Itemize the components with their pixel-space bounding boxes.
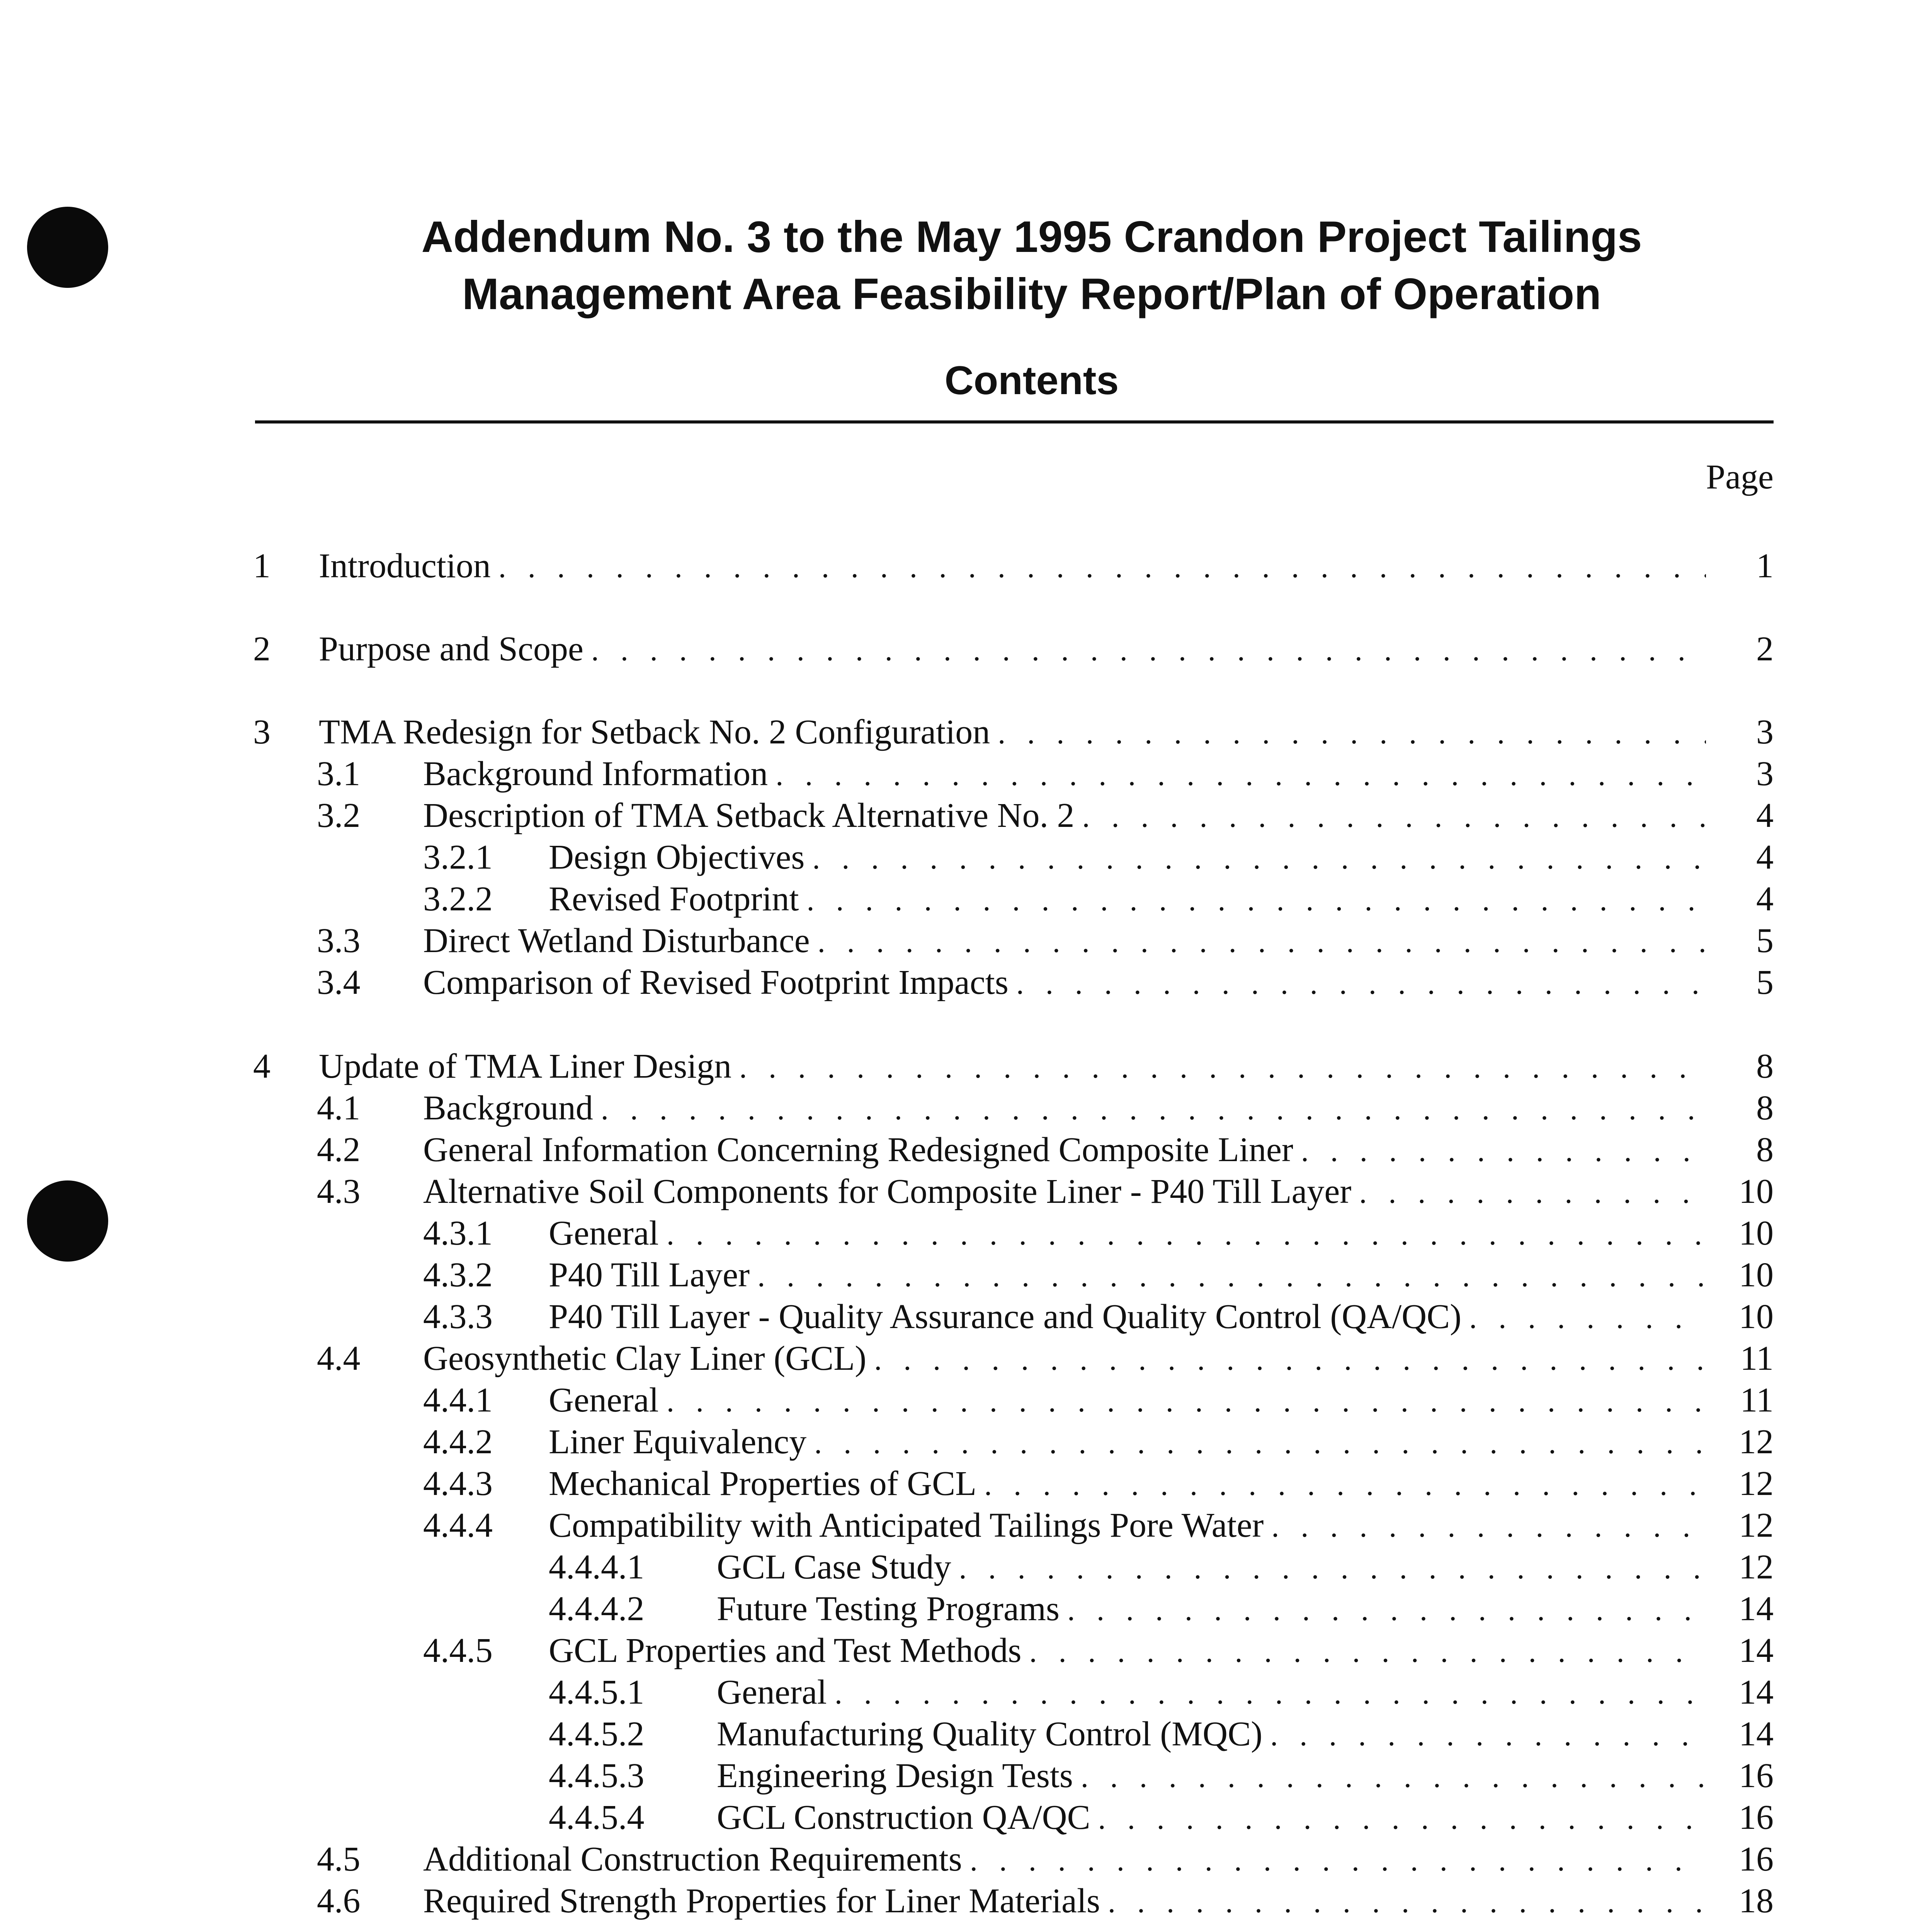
toc-entry — [0, 1129, 1932, 1171]
toc-page-number: 8 — [1756, 1131, 1774, 1169]
toc-section-title: Liner Equivalency — [549, 1423, 807, 1461]
toc-entry — [0, 836, 1932, 879]
toc-section-title: Additional Construction Requirements — [423, 1840, 962, 1878]
toc-section-title: General Information Concerning Redesigned Composite Liner — [423, 1131, 1293, 1169]
toc-page-number: 12 — [1739, 1548, 1774, 1586]
toc-title-leader — [319, 545, 1706, 588]
toc-section-title: Comparison of Revised Footprint Impacts — [423, 963, 1009, 1002]
toc-page-number: 3 — [1756, 755, 1774, 793]
toc-title-leader — [423, 794, 1706, 838]
toc-title-leader — [717, 1755, 1706, 1798]
toc-section-number: 4.3.1 — [423, 1214, 493, 1252]
toc-section-number: 4.3.2 — [423, 1256, 493, 1294]
dot-leader — [667, 1213, 1706, 1256]
toc-title-leader — [423, 753, 1706, 796]
toc-entry — [0, 1421, 1932, 1463]
toc-section-number: 4.4.3 — [423, 1464, 493, 1503]
toc-page-number: 5 — [1756, 963, 1774, 1002]
toc-section-number: 4.4.1 — [423, 1381, 493, 1419]
dot-leader — [814, 1422, 1706, 1464]
toc-entry — [0, 1880, 1932, 1922]
toc-entry — [0, 1546, 1932, 1588]
toc-section-title: Future Testing Programs — [717, 1590, 1060, 1628]
toc-entry — [0, 1713, 1932, 1755]
toc-section-title: Direct Wetland Disturbance — [423, 922, 810, 960]
dot-leader — [757, 1255, 1706, 1298]
toc-section-title: Revised Footprint — [549, 880, 799, 918]
toc-entry — [0, 1755, 1932, 1797]
toc-section-title: GCL Construction QA/QC — [717, 1798, 1090, 1837]
dot-leader — [970, 1839, 1706, 1882]
toc-section-number: 4 — [253, 1047, 270, 1085]
toc-page-number: 14 — [1739, 1631, 1774, 1670]
toc-title-leader — [549, 1212, 1706, 1256]
toc-title-leader — [549, 1421, 1706, 1464]
toc-entry — [0, 1212, 1932, 1255]
toc-title-leader — [717, 1546, 1706, 1590]
dot-leader — [1271, 1505, 1706, 1548]
toc-section-title: Geosynthetic Clay Liner (GCL) — [423, 1339, 867, 1378]
toc-page-number: 18 — [1739, 1882, 1774, 1920]
toc-section-number: 4.4.4.2 — [549, 1590, 645, 1628]
toc-section-number: 4.1 — [317, 1089, 361, 1127]
toc-section-title: Background — [423, 1089, 593, 1127]
toc-title-leader — [717, 1671, 1706, 1715]
toc-entry — [0, 1254, 1932, 1296]
toc-section-number: 4.3 — [317, 1172, 361, 1211]
toc-title-leader — [549, 1463, 1706, 1506]
title-line-1: Addendum No. 3 to the May 1995 Crandon Project Tailings — [421, 213, 1642, 262]
toc-page-number: 11 — [1740, 1339, 1774, 1378]
toc-entry — [0, 1170, 1932, 1213]
toc-entry — [0, 1504, 1932, 1547]
toc-title-leader — [319, 1045, 1706, 1089]
dot-leader — [1067, 1589, 1706, 1631]
toc-title-leader — [717, 1796, 1706, 1840]
toc-entry — [0, 1087, 1932, 1129]
toc-page-number: 4 — [1756, 838, 1774, 876]
toc-section-number: 4.5 — [317, 1840, 361, 1878]
toc-page-number: 12 — [1739, 1506, 1774, 1544]
toc-section-number: 3.2 — [317, 796, 361, 835]
toc-section-number: 4.4.5.3 — [549, 1757, 645, 1795]
toc-page-number: 16 — [1739, 1840, 1774, 1878]
toc-section-number: 4.4 — [317, 1339, 361, 1378]
toc-entry — [0, 1588, 1932, 1630]
toc-title-leader — [319, 711, 1706, 755]
toc-page-number: 10 — [1739, 1298, 1774, 1336]
toc-entry — [0, 711, 1932, 753]
dot-leader — [1081, 1756, 1706, 1798]
toc-title-leader — [549, 878, 1706, 922]
toc-section-number: 4.4.5 — [423, 1631, 493, 1670]
toc-page-number: 12 — [1739, 1423, 1774, 1461]
toc-page-number: 16 — [1739, 1798, 1774, 1837]
toc-section-number: 3.2.2 — [423, 880, 493, 918]
dot-leader — [591, 629, 1706, 672]
toc-page-number: 1 — [1756, 547, 1774, 585]
toc-section-number: 4.4.5.4 — [549, 1798, 645, 1837]
dot-leader — [498, 546, 1706, 588]
toc-section-title: General — [549, 1214, 659, 1252]
toc-section-title: General — [549, 1381, 659, 1419]
toc-title-leader — [423, 1170, 1706, 1214]
dot-leader — [998, 712, 1706, 755]
toc-section-number: 4.4.5.1 — [549, 1673, 645, 1711]
dot-leader — [959, 1547, 1706, 1590]
toc-entry — [0, 628, 1932, 670]
toc-section-number: 2 — [253, 630, 270, 668]
toc-entry — [0, 961, 1932, 1004]
dot-leader — [1098, 1798, 1706, 1840]
dot-leader — [1108, 1881, 1706, 1923]
toc-page-number: 14 — [1739, 1715, 1774, 1753]
toc-section-number: 4.4.5.2 — [549, 1715, 645, 1753]
toc-page-number: 14 — [1739, 1673, 1774, 1711]
toc-entry — [0, 1838, 1932, 1881]
toc-section-number: 4.2 — [317, 1131, 361, 1169]
toc-section-number: 4.6 — [317, 1882, 361, 1920]
toc-title-leader — [717, 1713, 1706, 1757]
dot-leader — [1016, 963, 1706, 1005]
toc-title-leader — [549, 1629, 1706, 1673]
toc-entry — [0, 920, 1932, 962]
toc-section-number: 3.4 — [317, 963, 361, 1002]
toc-entry — [0, 545, 1932, 587]
toc-page-number: 2 — [1756, 630, 1774, 668]
toc-section-title: Compatibility with Anticipated Tailings Pore Water — [549, 1506, 1264, 1544]
toc-section-title: Update of TMA Liner Design — [319, 1047, 732, 1085]
toc-section-title: TMA Redesign for Setback No. 2 Configuration — [319, 713, 990, 751]
dot-leader — [874, 1338, 1706, 1381]
toc-entry — [0, 794, 1932, 837]
dot-leader — [1029, 1631, 1706, 1673]
dot-leader — [807, 879, 1706, 922]
toc-entry — [0, 878, 1932, 920]
toc-section-number: 3.3 — [317, 922, 361, 960]
toc-section-title: Description of TMA Setback Alternative No. 2 — [423, 796, 1075, 835]
toc-section-number: 1 — [253, 547, 270, 585]
title-line-2: Management Area Feasibility Report/Plan of Operation — [462, 270, 1601, 319]
toc-entry — [0, 1379, 1932, 1422]
toc-title-leader — [717, 1588, 1706, 1631]
toc-section-number: 4.4.4.1 — [549, 1548, 645, 1586]
dot-leader — [667, 1380, 1706, 1423]
toc-section-title: P40 Till Layer — [549, 1256, 750, 1294]
toc-entry — [0, 1463, 1932, 1505]
toc-section-title: Mechanical Properties of GCL — [549, 1464, 977, 1503]
dot-leader — [1359, 1172, 1706, 1214]
dot-leader — [776, 754, 1706, 796]
toc-section-number: 3 — [253, 713, 270, 751]
toc-page-number: 10 — [1739, 1172, 1774, 1211]
toc-page-number: 3 — [1756, 713, 1774, 751]
dot-leader — [818, 921, 1706, 963]
toc-title-leader — [549, 1504, 1706, 1548]
toc-page-number: 16 — [1739, 1757, 1774, 1795]
toc-section-title: General — [717, 1673, 827, 1711]
toc-section-title: Alternative Soil Components for Composite Liner - P40 Till Layer — [423, 1172, 1352, 1211]
dot-leader — [601, 1088, 1706, 1131]
toc-title-leader — [549, 1296, 1706, 1339]
toc-section-number: 3.2.1 — [423, 838, 493, 876]
toc-page-number: 10 — [1739, 1214, 1774, 1252]
toc-page-number: 14 — [1739, 1590, 1774, 1628]
toc-title-leader — [319, 628, 1706, 672]
dot-leader — [835, 1672, 1706, 1715]
toc-entry — [0, 1045, 1932, 1088]
toc-section-title: Design Objectives — [549, 838, 805, 876]
dot-leader — [1469, 1297, 1706, 1339]
toc-page-number: 12 — [1739, 1464, 1774, 1503]
toc-section-number: 3.1 — [317, 755, 361, 793]
contents-heading: Contents — [944, 358, 1119, 403]
toc-page-number: 8 — [1756, 1047, 1774, 1085]
toc-title-leader — [549, 1379, 1706, 1423]
toc-page-number: 10 — [1739, 1256, 1774, 1294]
toc-page-number: 8 — [1756, 1089, 1774, 1127]
toc-entry — [0, 1629, 1932, 1672]
toc-entry — [0, 753, 1932, 795]
toc-title-leader — [549, 1254, 1706, 1298]
toc-section-number: 4.4.2 — [423, 1423, 493, 1461]
toc-section-title: Introduction — [319, 547, 491, 585]
dot-leader — [739, 1046, 1706, 1089]
toc-section-title: P40 Till Layer - Quality Assurance and Quality Control (QA/QC) — [549, 1298, 1462, 1336]
toc-title-leader — [423, 1087, 1706, 1131]
toc-section-title: Manufacturing Quality Control (MQC) — [717, 1715, 1263, 1753]
toc-page-number: 4 — [1756, 796, 1774, 835]
toc-section-title: Required Strength Properties for Liner Materials — [423, 1882, 1100, 1920]
page-column-label: Page — [1706, 458, 1774, 496]
dot-leader — [1270, 1714, 1706, 1757]
toc-title-leader — [423, 920, 1706, 963]
toc-title-leader — [423, 1337, 1706, 1381]
toc-entry — [0, 1296, 1932, 1338]
dot-leader — [1301, 1130, 1706, 1172]
toc-title-leader — [549, 836, 1706, 880]
toc-title-leader — [423, 1838, 1706, 1882]
toc-section-title: Purpose and Scope — [319, 630, 583, 668]
toc-section-title: Engineering Design Tests — [717, 1757, 1073, 1795]
dot-leader — [812, 837, 1706, 880]
toc-entry — [0, 1337, 1932, 1380]
dot-leader — [984, 1464, 1706, 1506]
toc-entry — [0, 1671, 1932, 1714]
toc-section-title: Background Information — [423, 755, 768, 793]
toc-section-number: 4.4.4 — [423, 1506, 493, 1544]
dot-leader — [1082, 796, 1706, 838]
toc-section-number: 4.3.3 — [423, 1298, 493, 1336]
toc-entry — [0, 1796, 1932, 1839]
toc-section-title: GCL Properties and Test Methods — [549, 1631, 1022, 1670]
toc-title-leader — [423, 961, 1706, 1005]
toc-page-number: 5 — [1756, 922, 1774, 960]
toc-title-leader — [423, 1129, 1706, 1172]
toc-section-title: GCL Case Study — [717, 1548, 951, 1586]
toc-page-number: 4 — [1756, 880, 1774, 918]
toc-title-leader — [423, 1880, 1706, 1923]
toc-page-number: 11 — [1740, 1381, 1774, 1419]
